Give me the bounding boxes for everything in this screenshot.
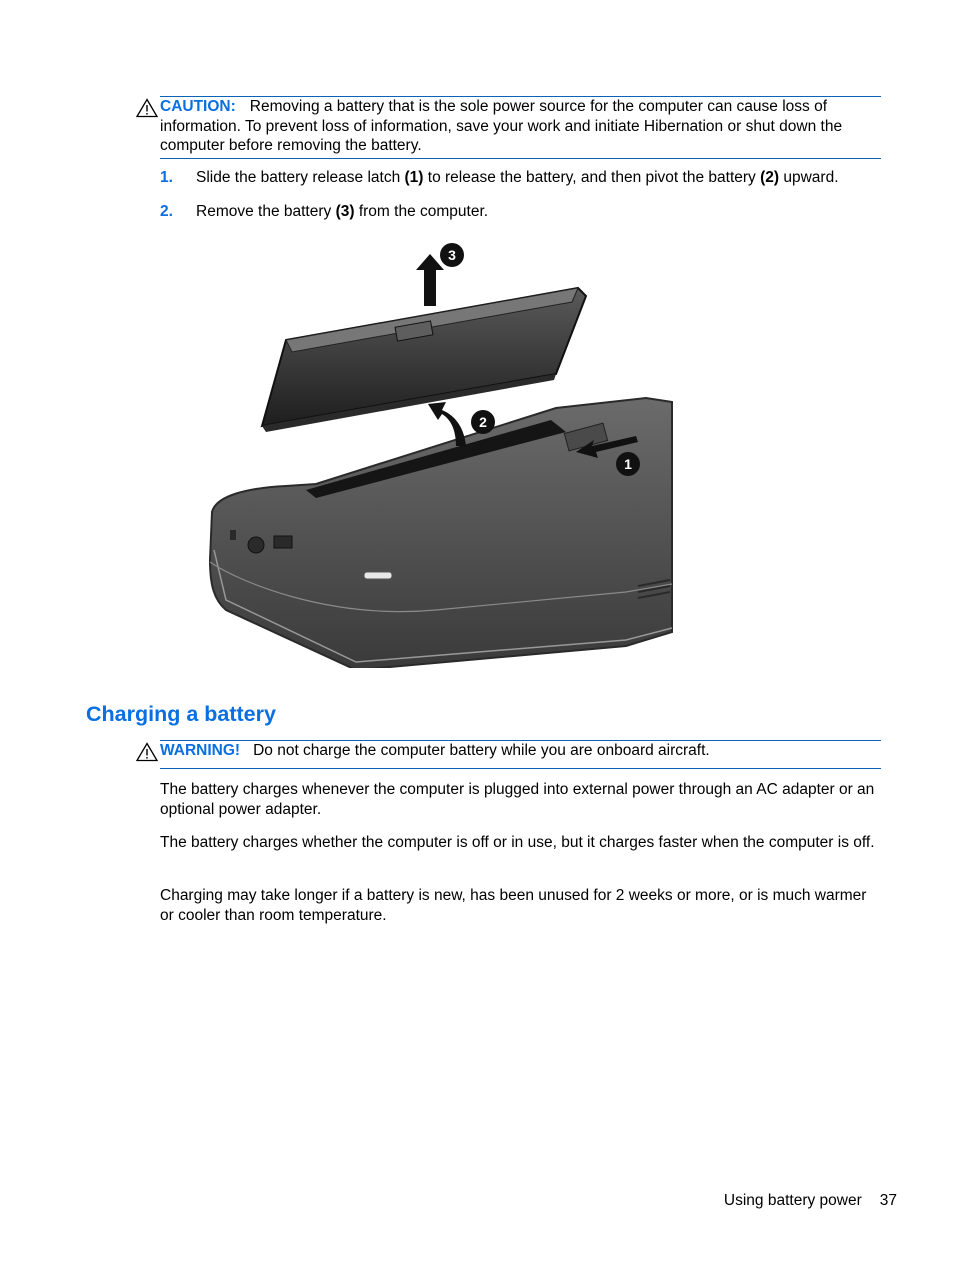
- callout-1: [616, 452, 640, 476]
- step-number: 1.: [160, 169, 173, 186]
- svg-text:1: 1: [624, 456, 632, 472]
- arrow-pivot-icon: [428, 402, 466, 446]
- battery-pack: [262, 288, 586, 432]
- callout-3: [440, 243, 464, 267]
- paragraph: Charging may take longer if a battery is new, has been unused for 2 weeks or more, or is much warmer or cooler than room temperature.: [160, 887, 867, 924]
- paragraph: The battery charges whenever the computer is plugged into external power through an AC adapter or an optional power adapter.: [160, 781, 875, 818]
- page-footer: [724, 1191, 897, 1211]
- section-title: Charging a battery: [86, 702, 276, 726]
- paragraph: The battery charges whether the computer is off or in use, but it charges faster when the computer is off.: [160, 834, 875, 851]
- warning-label: WARNING!: [160, 742, 241, 759]
- svg-text:2: 2: [479, 414, 487, 430]
- caution-label: CAUTION:: [160, 98, 236, 115]
- warning-notice: [160, 740, 881, 769]
- warning-triangle-icon: [136, 742, 158, 762]
- warning-text: Do not charge the computer battery while you are onboard aircraft.: [253, 742, 710, 759]
- step-text: Slide the battery release latch (1) to release the battery, and then pivot the battery (2) upward.: [196, 169, 839, 186]
- caution-notice: [160, 96, 881, 159]
- arrow-up-icon: [416, 254, 444, 306]
- step-text: Remove the battery (3) from the computer.: [196, 203, 489, 220]
- footer-section-title: Using battery power: [723, 1192, 862, 1209]
- caution-text: Removing a battery that is the sole power source for the computer can cause loss of information. To prevent loss of information, save your work and initiate Hibernation or shut down the computer before removing the battery.: [160, 98, 843, 154]
- warning-triangle-icon: [136, 98, 158, 118]
- page-number: 37: [879, 1192, 897, 1209]
- callout-2: [471, 410, 495, 434]
- laptop-base: [210, 398, 672, 668]
- battery-removal-illustration: [206, 240, 676, 668]
- step-number: 2.: [160, 203, 173, 220]
- svg-text:3: 3: [448, 247, 456, 263]
